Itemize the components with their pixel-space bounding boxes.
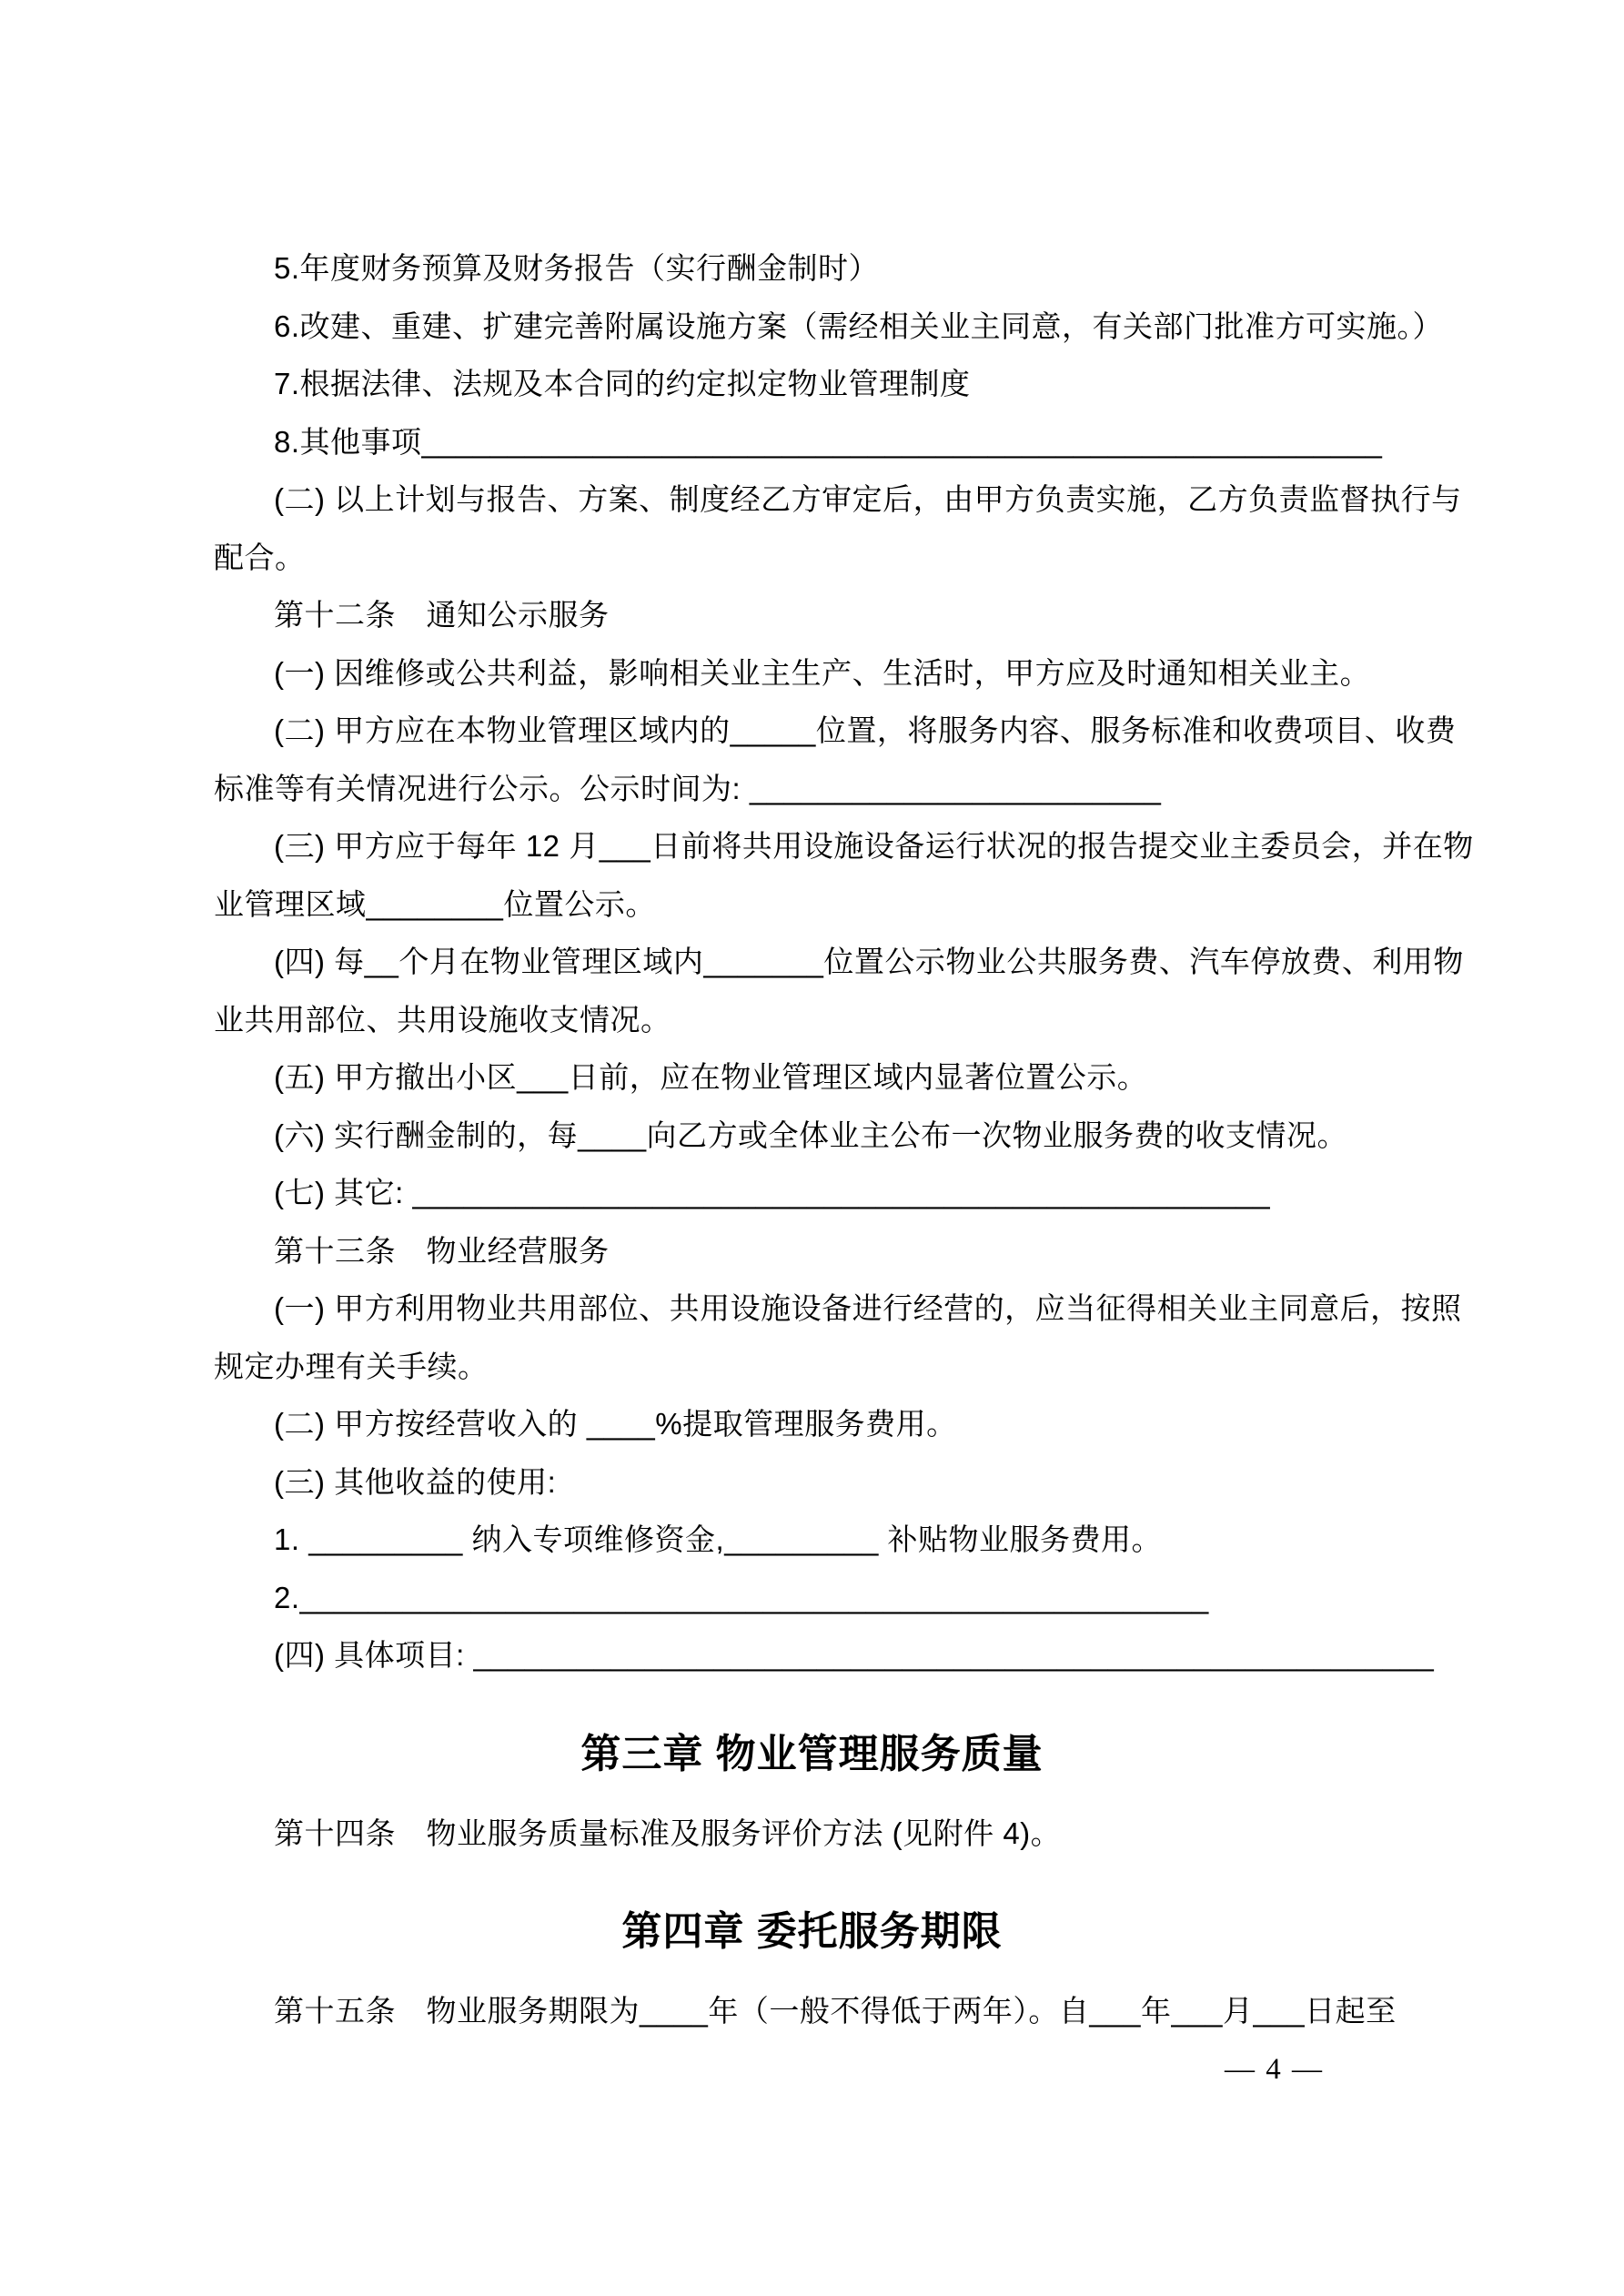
article-12-title: 第十二条 通知公示服务	[274, 598, 610, 632]
doc-line: 7.根据法律、法规及本合同的约定拟定物业管理制度	[274, 367, 971, 400]
doc-line: 业管理区域________位置公示。	[214, 886, 656, 921]
doc-line: (三) 甲方应于每年 12 月___日前将共用设施设备运行状况的报告提交业主委员会，并在物	[274, 829, 1474, 863]
doc-line: 5.年度财务预算及财务报告（实行酬金制时）	[274, 251, 880, 285]
doc-line-blank-projects: (四) 具体项目: ________________________________________________________	[274, 1638, 1435, 1672]
chapter-4-heading: 第四章 委托服务期限	[621, 1909, 1003, 1954]
doc-line: 标准等有关情况进行公示。公示时间为: ________________________	[214, 771, 1162, 805]
doc-line: (四) 每__个月在物业管理区域内_______位置公示物业公共服务费、汽车停放费、利用物	[274, 945, 1464, 978]
article-15-title: 第十五条 物业服务期限为____年（一般不得低于两年）。自___年___月___日起至	[274, 1994, 1397, 2028]
doc-line: 配合。	[214, 540, 306, 574]
doc-line: 6.改建、重建、扩建完善附属设施方案（需经相关业主同意，有关部门批准方可实施。）	[274, 308, 1444, 343]
doc-line: (三) 其他收益的使用:	[274, 1464, 557, 1499]
article-13-title: 第十三条 物业经营服务	[274, 1233, 610, 1268]
doc-line-blank-other-items: 8.其他事项________________________________________________________	[274, 424, 1383, 459]
doc-line-blank-2: 2._____________________________________________________	[274, 1580, 1209, 1614]
doc-line: (二) 甲方按经营收入的 ____%提取管理服务费用。	[274, 1407, 957, 1441]
page-number: — 4 —	[1225, 2052, 1324, 2086]
doc-line: (六) 实行酬金制的，每____向乙方或全体业主公布一次物业服务费的收支情况。	[274, 1118, 1348, 1152]
doc-line: 1. _________ 纳入专项维修资金,_________ 补贴物业服务费用。	[274, 1522, 1163, 1556]
doc-line: (五) 甲方撤出小区___日前，应在物业管理区域内显著位置公示。	[274, 1060, 1148, 1094]
article-14-title: 第十四条 物业服务质量标准及服务评价方法 (见附件 4)。	[274, 1816, 1062, 1850]
doc-line: (二) 甲方应在本物业管理区域内的_____位置，将服务内容、服务标准和收费项目、收费	[274, 713, 1457, 747]
chapter-3-heading: 第三章 物业管理服务质量	[580, 1731, 1044, 1776]
doc-line-blank-other: (七) 其它: __________________________________________________	[274, 1176, 1271, 1209]
doc-line: 业共用部位、共用设施收支情况。	[214, 1002, 671, 1037]
doc-line: (一) 因维修或公共利益，影响相关业主生产、生活时，甲方应及时通知相关业主。	[274, 655, 1371, 690]
document-page	[214, 239, 1474, 2091]
doc-line: (二) 以上计划与报告、方案、制度经乙方审定后，由甲方负责实施，乙方负责监督执行与	[274, 482, 1462, 516]
doc-line: 规定办理有关手续。	[214, 1349, 489, 1383]
doc-line: (一) 甲方利用物业共用部位、共用设施设备进行经营的，应当征得相关业主同意后，按照	[274, 1291, 1462, 1325]
